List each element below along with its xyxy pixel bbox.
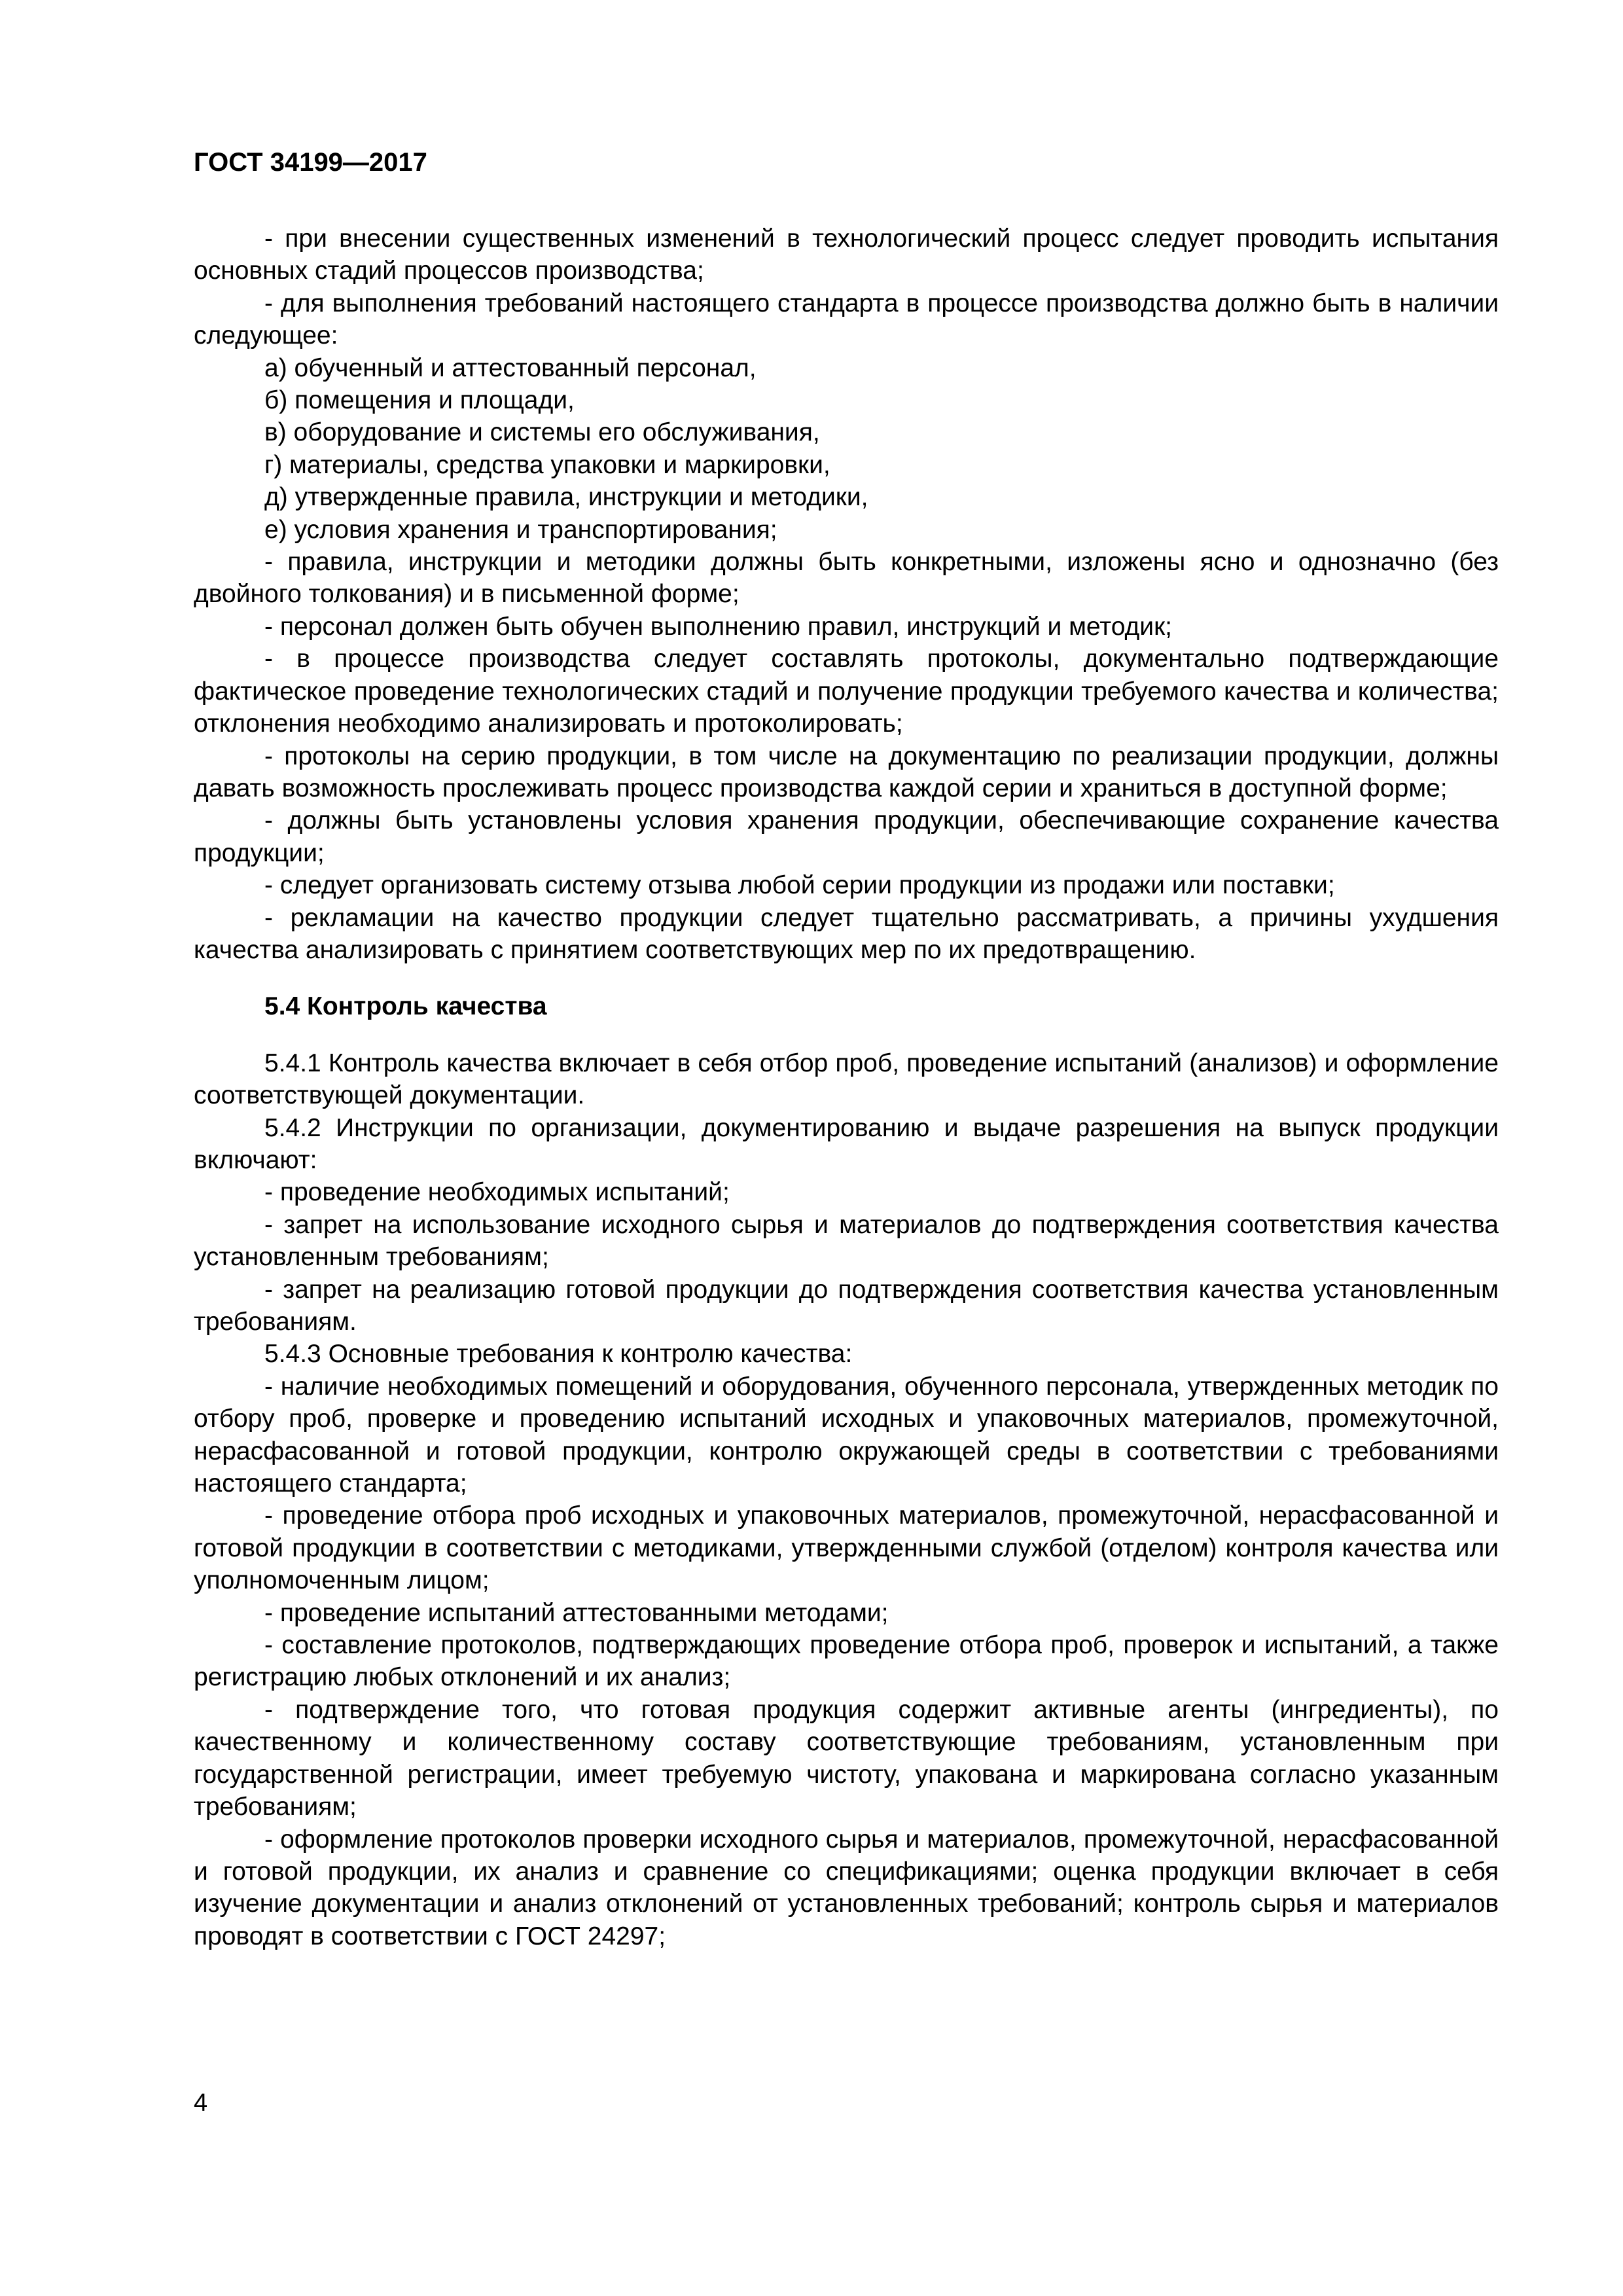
- paragraph: - составление протоколов, подтверждающих проведение отбора проб, проверок и испытаний, а также регистрацию любых отклонений и их анализ;: [194, 1631, 1499, 1692]
- paragraph: - наличие необходимых помещений и оборудования, обученного персонала, утвержденных методик по отбору проб, проверке и проведению испытаний исходных и упаковочных материалов, промежуточной, нерасфасованной и готовой продукции, контролю окружающей среды в соответствии с требованиями настоящего стандарта;: [194, 1372, 1499, 1498]
- paragraph: - рекламации на качество продукции следует тщательно рассматривать, а причины ухудшения качества анализировать с принятием соответствующих мер по их предотвращению.: [194, 903, 1499, 964]
- page-number: 4: [194, 2089, 208, 2117]
- list-item: е) условия хранения и транспортирования;: [264, 515, 777, 544]
- paragraph: - правила, инструкции и методики должны быть конкретными, изложены ясно и однозначно (без двойного толкования) и в письменной форме;: [194, 548, 1499, 609]
- paragraph: 5.4.1 Контроль качества включает в себя отбор проб, проведение испытаний (анализов) и оформление соответствующей документации.: [194, 1049, 1499, 1110]
- list-item: а) обученный и аттестованный персонал,: [264, 353, 757, 382]
- paragraph: - запрет на реализацию готовой продукции до подтверждения соответствия качества установленным требованиям.: [194, 1275, 1499, 1336]
- paragraph: - в процессе производства следует составлять протоколы, документально подтверждающие фактическое проведение технологических стадий и получение продукции требуемого качества и количества; отклонения необходимо анализировать и протоколировать;: [194, 645, 1499, 738]
- paragraph: - протоколы на серию продукции, в том числе на документацию по реализации продукции, должны давать возможность прослеживать процесс производства каждой серии и храниться в доступной форме;: [194, 742, 1499, 802]
- paragraph: - следует организовать систему отзыва любой серии продукции из продажи или поставки;: [264, 871, 1335, 900]
- paragraph: - оформление протоколов проверки исходного сырья и материалов, промежуточной, нерасфасованной и готовой продукции, их анализ и сравнение со спецификациями; оценка продукции включает в себя изучение документации и анализ отклонений от установленных требований; контроль сырья и материалов проводят в соответствии с ГОСТ 24297;: [194, 1825, 1499, 1950]
- paragraph: 5.4.2 Инструкции по организации, документированию и выдаче разрешения на выпуск продукции включают:: [194, 1113, 1499, 1174]
- document-page: [194, 0, 1499, 2296]
- paragraph: - проведение отбора проб исходных и упаковочных материалов, промежуточной, нерасфасованной и готовой продукции в соответствии с методиками, утвержденными службой (отделом) контроля качества или уполномоченным лицом;: [194, 1501, 1499, 1595]
- list-item: б) помещения и площади,: [264, 386, 575, 415]
- list-item: в) оборудование и системы его обслуживания,: [264, 418, 820, 447]
- paragraph: - проведение необходимых испытаний;: [264, 1178, 730, 1207]
- paragraph: 5.4.3 Основные требования к контролю качества:: [264, 1340, 853, 1369]
- paragraph: - должны быть установлены условия хранения продукции, обеспечивающие сохранение качества продукции;: [194, 806, 1499, 867]
- document-header-code: ГОСТ 34199—2017: [194, 148, 427, 177]
- section-heading: 5.4 Контроль качества: [264, 992, 547, 1021]
- paragraph: - персонал должен быть обучен выполнению правил, инструкций и методик;: [264, 612, 1172, 641]
- list-item: д) утвержденные правила, инструкции и методики,: [264, 483, 868, 512]
- paragraph: - при внесении существенных изменений в технологический процесс следует проводить испытания основных стадий процессов производства;: [194, 224, 1499, 285]
- document-body: [194, 223, 1499, 1952]
- paragraph: - проведение испытаний аттестованными методами;: [264, 1598, 889, 1627]
- paragraph: - запрет на использование исходного сырья и материалов до подтверждения соответствия качества установленным требованиям;: [194, 1210, 1499, 1272]
- paragraph: - для выполнения требований настоящего стандарта в процессе производства должно быть в наличии следующее:: [194, 289, 1499, 350]
- paragraph: - подтверждение того, что готовая продукция содержит активные агенты (ингредиенты), по качественному и количественному составу соответствующие требованиям, установленным при государственной регистрации, имеет требуемую чистоту, упакована и маркирована согласно указанным требованиям;: [194, 1695, 1499, 1821]
- list-item: г) материалы, средства упаковки и маркировки,: [264, 450, 830, 479]
